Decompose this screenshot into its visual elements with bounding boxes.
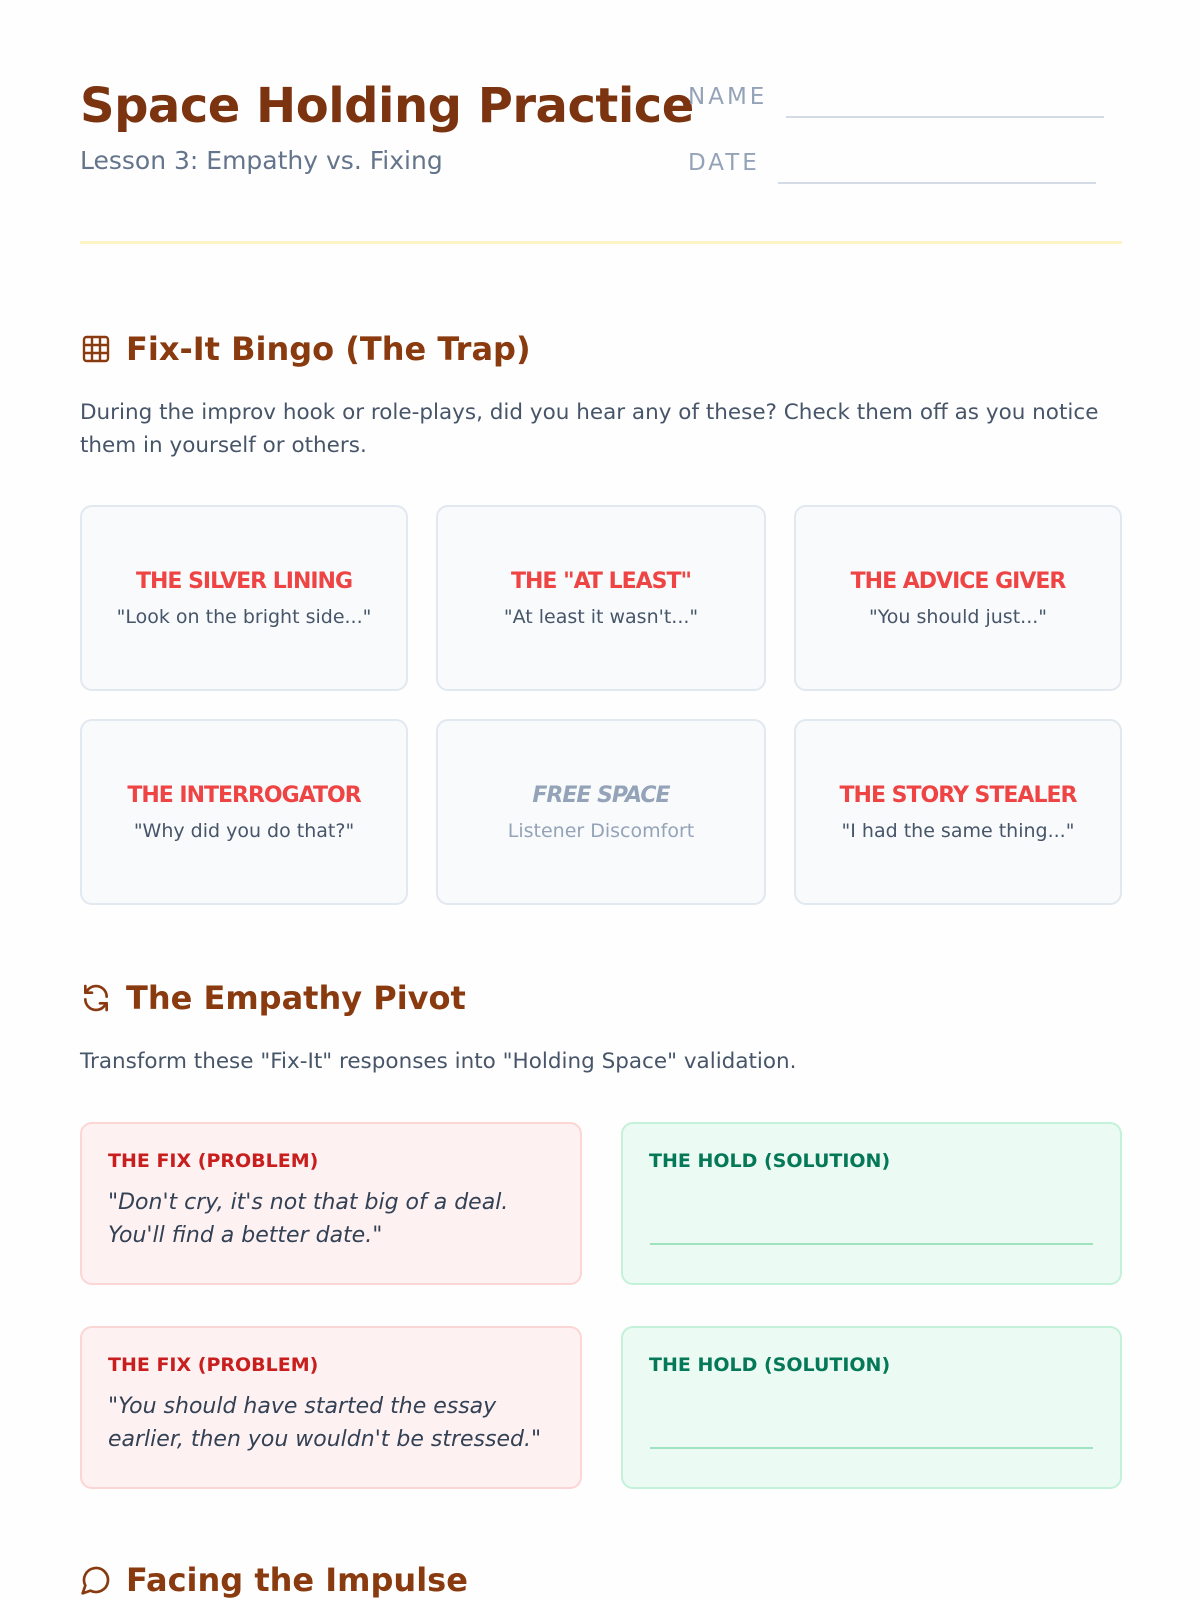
bingo-cell[interactable] [794,719,1122,905]
bingo-cell[interactable] [80,505,408,691]
bingo-cell[interactable] [80,719,408,905]
impulse-section-title: Facing the Impulse [126,1561,468,1599]
date-label: DATE [688,150,760,176]
speech-bubble-icon [80,1564,112,1596]
bingo-cell[interactable] [794,505,1122,691]
refresh-icon [80,982,112,1014]
bingo-free-space[interactable] [436,719,766,905]
bingo-cell-quote: "You should just..." [868,605,1048,628]
bingo-cell-title: THE INTERROGATOR [127,782,361,808]
hold-answer-field[interactable] [650,1243,1093,1245]
bingo-grid [80,505,1122,905]
bingo-intro: During the improv hook or role-plays, did you hear any of these? Check them off as you notice them in yourself or others. [80,400,1099,458]
pivot-row [80,1326,1122,1489]
fix-card [80,1122,582,1285]
bingo-cell-title: THE SILVER LINING [135,568,353,594]
hold-label: THE HOLD (SOLUTION) [649,1354,891,1376]
fix-text: "You should have started the essay earlier, then you wouldn't be stressed." [108,1394,542,1452]
pivot-section-heading [80,979,466,1017]
fix-label: THE FIX (PROBLEM) [108,1354,319,1376]
hold-card [621,1326,1122,1489]
date-field[interactable] [778,182,1096,184]
fix-label: THE FIX (PROBLEM) [108,1150,319,1172]
bingo-cell-quote: "Why did you do that?" [133,819,355,842]
hold-answer-field[interactable] [650,1447,1093,1449]
bingo-cell-quote: "Look on the bright side..." [116,605,372,628]
bingo-cell-title: THE STORY STEALER [839,782,1077,808]
fix-card [80,1326,582,1489]
bingo-cell-quote: "I had the same thing..." [841,819,1075,842]
pivot-row [80,1122,1122,1285]
hold-card [621,1122,1122,1285]
name-label: NAME [688,84,768,110]
bingo-section-title: Fix-It Bingo (The Trap) [126,330,531,368]
page-title: Space Holding Practice [80,78,694,134]
bingo-cell-title: THE "AT LEAST" [511,568,691,594]
bingo-cell-title: FREE SPACE [532,782,670,808]
hold-label: THE HOLD (SOLUTION) [649,1150,891,1172]
page-subtitle: Lesson 3: Empathy vs. Fixing [80,146,443,175]
pivot-intro: Transform these "Fix-It" responses into "Holding Space" validation. [80,1049,797,1074]
fix-text: "Don't cry, it's not that big of a deal. You'll find a better date." [108,1190,509,1248]
bingo-section-heading [80,330,531,368]
worksheet-header [80,78,1122,244]
bingo-cell-quote: Listener Discomfort [507,819,695,842]
bingo-cell-quote: "At least it wasn't..." [503,605,699,628]
bingo-cell-title: THE ADVICE GIVER [850,568,1066,594]
name-field[interactable] [786,116,1104,118]
bingo-cell[interactable] [436,505,766,691]
impulse-section-heading [80,1561,468,1599]
grid-icon [80,333,112,365]
pivot-section-title: The Empathy Pivot [126,979,466,1017]
